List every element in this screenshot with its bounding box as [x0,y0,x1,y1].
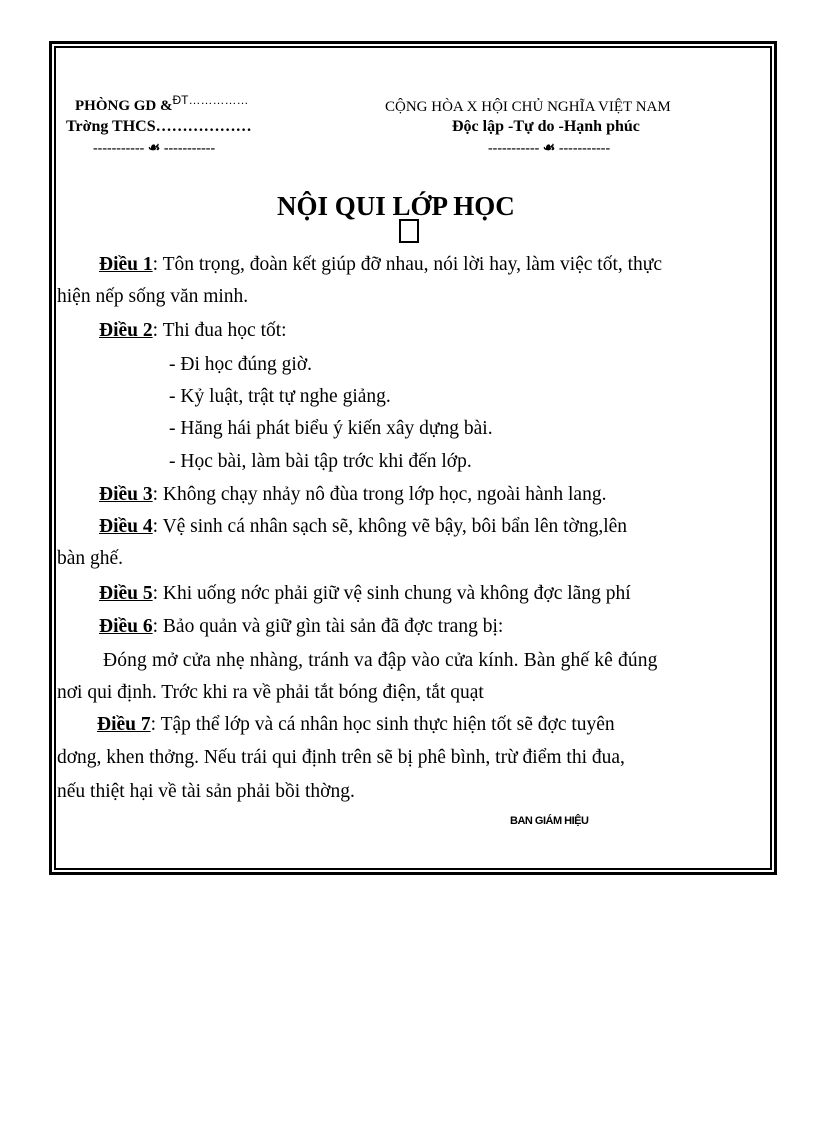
article-5-label: Điều 5 [99,583,153,604]
school-dots: ……………… [155,118,252,135]
department-label: PHÒNG GD & [75,98,173,114]
article-2-label: Điều 2 [99,320,153,341]
article-7-label: Điều 7 [97,714,151,735]
signature-label: BAN GIÁM HIỆU [510,815,589,827]
study-item: - Học bài, làm bài tập trớc khi đến lớp. [169,451,472,472]
article-1 [99,254,662,276]
study-item: - Kỷ luật, trật tự nghe giảng. [169,386,391,407]
article-1-label: Điều 1 [99,254,153,275]
placeholder-box-icon [399,219,419,243]
right-ornament: ----------- ☙ ----------- [488,141,611,156]
article-7 [97,714,615,736]
article-3-label: Điều 3 [99,484,153,505]
article-1-text: : Tôn trọng, đoàn kết giúp đỡ nhau, nói lời hay, làm việc tốt, thực [152,254,663,275]
article-6 [99,616,503,638]
school-label: Trờng THCS [66,118,156,135]
article-6-detail-2: nơi qui định. Trớc khi ra về phải tắt bóng điện, tắt quạt [57,682,484,703]
article-1-cont: hiện nếp sống văn minh. [57,286,249,307]
left-ornament: ----------- ☙ ----------- [93,141,216,156]
article-4-text: : Vệ sinh cá nhân sạch sẽ, không vẽ bậy, bôi bẩn lên tờng,lên [152,516,628,537]
article-6-label: Điều 6 [99,616,153,637]
department-line [75,93,249,115]
article-7-cont2: nếu thiệt hại về tài sản phải bồi thờng. [57,781,355,802]
article-7-cont: dơng, khen thởng. Nếu trái qui định trên sẽ bị phê bình, trừ điểm thi đua, [57,747,625,768]
article-5 [99,583,631,605]
article-6-text: : Bảo quản và giữ gìn tài sản đã đợc trang bị: [152,616,504,637]
article-3-text: : Không chạy nhảy nô đùa trong lớp học, ngoài hành lang. [152,484,607,505]
motto: Độc lập -Tự do -Hạnh phúc [452,118,640,135]
school-line [66,118,252,136]
article-4-label: Điều 4 [99,516,153,537]
article-4-cont: bàn ghế. [57,548,124,569]
article-2 [99,320,287,342]
article-6-detail-1: Đóng mở cửa nhẹ nhàng, tránh va đập vào cửa kính. Bàn ghế kê đúng [103,650,658,671]
department-sup: ĐT…………… [172,93,249,107]
article-3 [99,484,606,506]
article-7-text: : Tập thể lớp và cá nhân học sinh thực hiện tốt sẽ đợc tuyên [150,714,615,735]
study-item: - Đi học đúng giờ. [169,354,313,375]
country-name: CỘNG HÒA X HỘI CHỦ NGHĨA VIỆT NAM [385,99,671,115]
study-item: - Hăng hái phát biểu ý kiến xây dựng bài. [169,418,493,439]
page-title: NỘI QUI LỚP HỌC [277,191,515,221]
article-4 [99,516,627,538]
article-5-text: : Khi uống nớc phải giữ vệ sinh chung và không đợc lãng phí [152,583,631,604]
article-2-text: : Thi đua học tốt: [152,320,287,341]
